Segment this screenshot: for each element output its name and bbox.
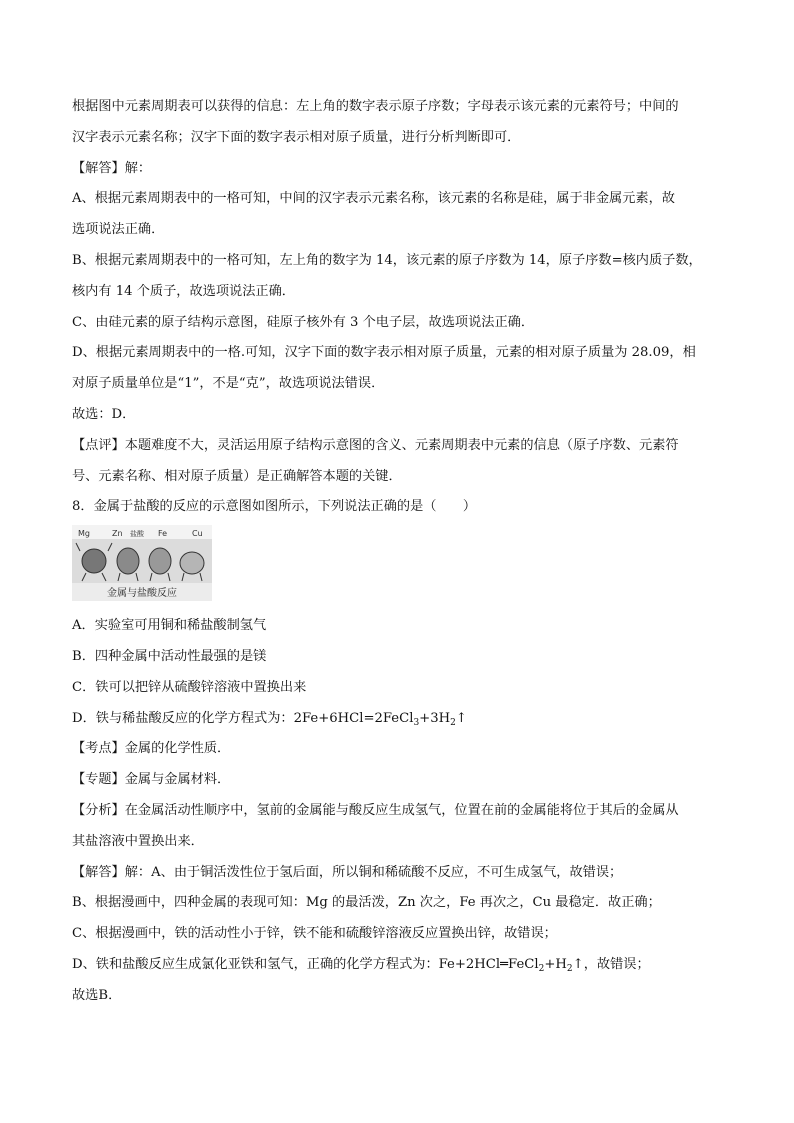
text-line: 汉字表示元素名称；汉字下面的数字表示相对原子质量，进行分析判断即可．: [72, 129, 521, 145]
text-line: C、由硅元素的原子结构示意图，硅原子核外有 3 个电子层，故选项说法正确．: [72, 314, 535, 330]
text-line: C、根据漫画中，铁的活动性小于锌，铁不能和硫酸锌溶液反应置换出锌，故错误；: [72, 926, 557, 942]
option-d: [72, 704, 722, 735]
text-line: 核内有 14 个质子，故选项说法正确．: [72, 283, 295, 299]
option-c: C．铁可以把锌从硫酸锌溶液中置换出来: [72, 679, 307, 695]
text-line: D、根据元素周期表中的一格.可知，汉字下面的数字表示相对原子质量，元素的相对原子质量为 28.09，相: [72, 345, 696, 361]
answer-d-text: ↑，故错误；: [572, 956, 650, 972]
text-line: B、根据元素周期表中的一格可知，左上角的数字为 14，该元素的原子序数为 14，原子序数=核内质子数，: [72, 252, 702, 268]
text-line: 【点评】本题难度不大，灵活运用原子结构示意图的含义、元素周期表中元素的信息（原子序数、元素符: [72, 437, 679, 453]
option-b: B．四种金属中活动性最强的是镁: [72, 648, 267, 664]
gas-arrow: ↑: [455, 710, 467, 726]
text-line: 【分析】在金属活动性顺序中，氢前的金属能与酸反应生成氢气，位置在前的金属能将位于其后的金属从: [72, 802, 679, 818]
metal-label-zn: Zn: [112, 529, 123, 539]
text-line: 其盐溶液中置换出来．: [72, 833, 204, 849]
text-line: 根据图中元素周期表可以获得的信息：左上角的数字表示原子序数；字母表示该元素的元素符号；中间的: [72, 99, 679, 114]
final-answer: 故选B．: [72, 987, 122, 1003]
text-line: 选项说法正确．: [72, 222, 165, 238]
subscript: 2: [538, 963, 545, 974]
text-line: 【考点】金属的化学性质．: [72, 741, 231, 757]
text-line: 号、元素名称、相对原子质量）是正确解答本题的关键．: [72, 468, 402, 484]
subscript: 2: [566, 963, 573, 974]
text-line: 故选：D．: [72, 406, 136, 422]
text-line: 【解答】解：A、由于铜活泼性位于氢后面，所以铜和稀硫酸不反应，不可生成氢气，故错误；: [72, 864, 623, 880]
text-line: A、根据元素周期表中的一格可知，中间的汉字表示元素名称，该元素的名称是硅，属于非金属元素，故: [72, 191, 675, 207]
subscript: 3: [413, 717, 420, 728]
answer-d-text: +H: [544, 956, 567, 972]
document-page: [72, 92, 722, 1012]
text-line: 【解答】解：: [72, 160, 152, 176]
metal-label-mg: Mg: [78, 529, 90, 539]
figure-caption: 金属与盐酸反应: [107, 588, 177, 600]
answer-d-line: [72, 950, 722, 981]
text-line: B、根据漫画中，四种金属的表现可知：Mg 的最活泼，Zn 次之，Fe 再次之，Cu 最稳定．故正确；: [72, 895, 661, 911]
option-a: A．实验室可用铜和稀盐酸制氢气: [72, 618, 267, 634]
text-line: 【专题】金属与金属材料．: [72, 772, 231, 788]
option-d-text: +3H: [419, 710, 451, 726]
metal-label-cu: Cu: [192, 529, 203, 539]
metal-label-fe: Fe: [158, 529, 168, 539]
acid-label: 盐酸: [130, 530, 144, 539]
text-line: 对原子质量单位是“1”，不是“克”，故选项说法错误．: [72, 376, 385, 392]
subscript: 2: [450, 717, 456, 728]
option-d-text: D．铁与稀盐酸反应的化学方程式为：2Fe+6HCl=2FeCl: [72, 710, 414, 726]
answer-d-text: D、铁和盐酸反应生成氯化亚铁和氢气，正确的化学方程式为：Fe+2HCl═FeCl: [72, 956, 539, 972]
question-8-stem: 8．金属于盐酸的反应的示意图如图所示，下列说法正确的是（ ）: [72, 499, 477, 515]
metal-acid-cartoon-figure: [72, 525, 212, 601]
